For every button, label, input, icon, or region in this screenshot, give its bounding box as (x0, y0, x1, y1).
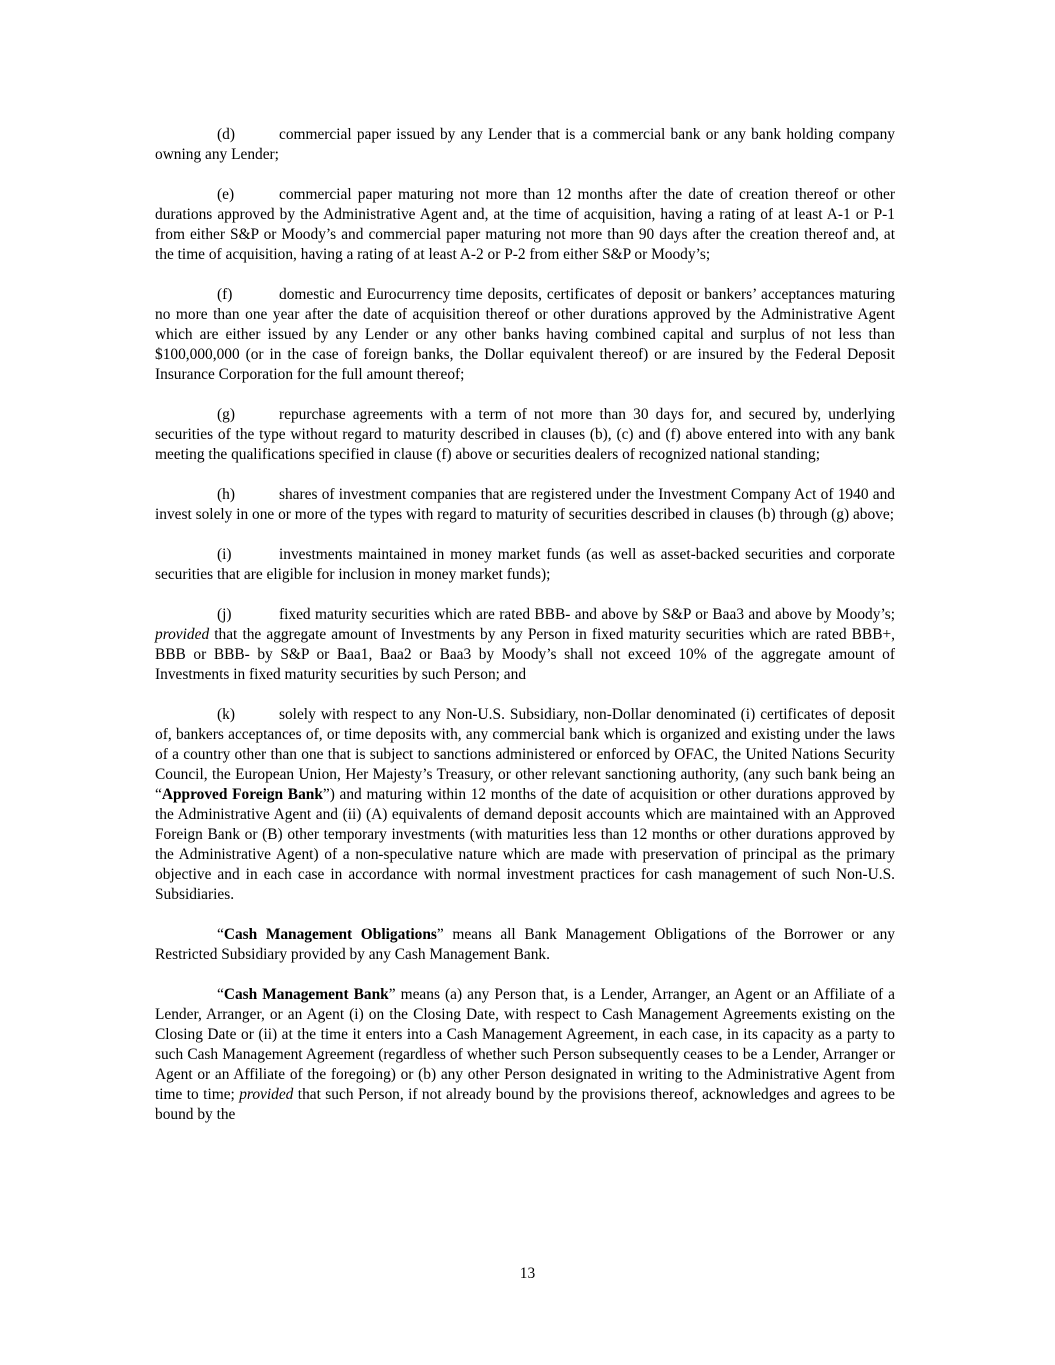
clause-label: (f) (217, 286, 233, 303)
clause-label: (j) (217, 606, 232, 623)
clause-e (155, 185, 895, 265)
definition-cash-management-obligations (155, 925, 895, 965)
clause-f (155, 285, 895, 385)
clause-text: domestic and Eurocurrency time deposits, certificates of deposit or bankers’ acceptances maturing no more than one year after the date of acquisition thereof or other durations approved by the Administrative Agent which are either issued by any Lender or any other banks having combined capital and surplus of not less than $100,000,000 (or in the case of foreign banks, the Dollar equivalent thereof) or are insured by the Federal Deposit Insurance Corporation for the full amount thereof; (155, 286, 895, 383)
clause-k (155, 705, 895, 905)
page-body (155, 125, 895, 1145)
clause-j (155, 605, 895, 685)
page-number: 13 (519, 1265, 536, 1282)
clause-label: (k) (217, 706, 235, 723)
clause-i (155, 545, 895, 585)
definition-text: ” means (a) any Person that, is a Lender, Arranger, an Agent or an Affiliate of a Lender, Arranger, or an Agent (i) on the Closing Date, with respect to Cash Management Agreements existing on the Closing Date or (ii) at the time it enters into a Cash Management Agreement, in each case, in its capacity as a party to such Cash Management Agreement (regardless of whether such Person subsequently ceases to be a Lender, Arranger or Agent or an Affiliate of the foregoing) or (b) any other Person designated in writing to the Administrative Agent from time to time; (155, 986, 895, 1103)
clause-text: fixed maturity securities which are rated BBB- and above by S&P or Baa3 and above by Moody’s; (279, 606, 895, 623)
clause-text: commercial paper maturing not more than 12 months after the date of creation thereof or other durations approved by the Administrative Agent and, at the time of acquisition, having a rating of at least A-1 or P-1 from either S&P or Moody’s and commercial paper maturing not more than 90 days after the creation thereof and, at the time of acquisition, having a rating of at least A-2 or P-2 from either S&P or Moody’s; (155, 186, 895, 263)
clause-text: ”) and maturing within 12 months of the date of acquisition or other durations approved by the Administrative Agent and (ii) (A) equivalents of demand deposit accounts which are maintained with an Approved Foreign Bank or (B) other temporary investments (with maturities less than 12 months or other durations approved by the Administrative Agent) of a non-speculative nature which are made with preservation of principal as the primary objective and in each case in accordance with normal investment practices for cash management of such Non-U.S. Subsidiaries. (155, 786, 896, 903)
clause-text: shares of investment companies that are registered under the Investment Company Act of 1940 and invest solely in one or more of the types with regard to maturity of securities described in clauses (b) through (g) above; (155, 486, 895, 523)
clause-h (155, 485, 895, 525)
clause-text: investments maintained in money market funds (as well as asset-backed securities and corporate securities that are eligible for inclusion in money market funds); (155, 546, 895, 583)
provided-italic: provided (155, 626, 210, 643)
clause-text: solely with respect to any Non-U.S. Subsidiary, non-Dollar denominated (i) certificates of deposit of, bankers acceptances of, or time deposits with, any commercial bank which is organized and existing under the laws of a country other than one that is subject to sanctions administered or enforced by OFAC, the United Nations Security Council, the European Union, Her Majesty’s Treasury, or other relevant sanctioning authority, (any such bank being an “ (155, 706, 895, 803)
defined-term-approved-foreign-bank: Approved Foreign Bank (161, 786, 323, 803)
definition-text: ” means all Bank Management Obligations of the Borrower or any Restricted Subsidiary provided by any Cash Management Bank. (155, 926, 895, 963)
defined-term: Cash Management Obligations (223, 926, 437, 943)
clause-d (155, 125, 895, 165)
open-quote: “ (217, 926, 224, 943)
clause-text: repurchase agreements with a term of not more than 30 days for, and secured by, underlying securities of the type without regard to maturity described in clauses (b), (c) and (f) above entered into with any bank meeting the qualifications specified in clause (f) above or securities dealers of recognized national standing; (155, 406, 895, 463)
clause-g (155, 405, 895, 465)
defined-term: Cash Management Bank (223, 986, 389, 1003)
clause-label: (d) (217, 126, 235, 143)
open-quote: “ (217, 986, 224, 1003)
clause-label: (g) (217, 406, 235, 423)
clause-text: commercial paper issued by any Lender that is a commercial bank or any bank holding company owning any Lender; (155, 126, 895, 163)
clause-label: (h) (217, 486, 235, 503)
definition-cash-management-bank (155, 985, 895, 1125)
provided-italic: provided (239, 1086, 294, 1103)
clause-label: (e) (217, 186, 235, 203)
clause-label: (i) (217, 546, 232, 563)
clause-text: that the aggregate amount of Investments by any Person in fixed maturity securities which are rated BBB+, BBB or BBB- by S&P or Baa1, Baa2 or Baa3 by Moody’s shall not exceed 10% of the aggregate amount of Investments in fixed maturity securities by such Person; and (155, 626, 895, 683)
definition-text: that such Person, if not already bound by the provisions thereof, acknowledges and agrees to be bound by the (155, 1086, 895, 1123)
